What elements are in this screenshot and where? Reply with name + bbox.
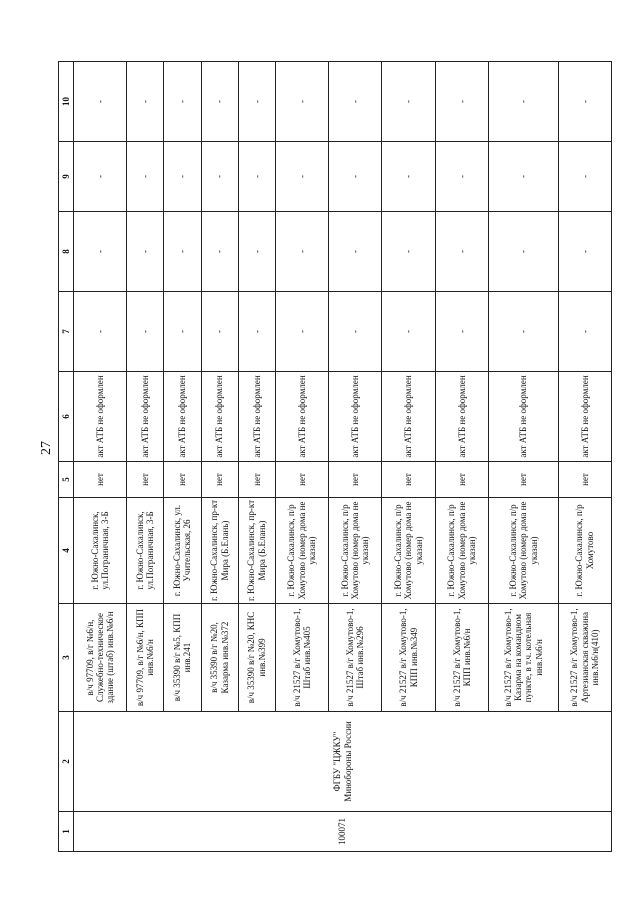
act-cell: акт АТБ не оформлен: [558, 372, 611, 462]
act-cell: акт АТБ не оформлен: [275, 372, 328, 462]
col-header-2: 2: [59, 712, 74, 812]
col7-cell: -: [74, 292, 127, 372]
object-cell: в/ч 21527 в/г Хомутово-1, Артезианская скважина инв.№6/н(410): [558, 604, 611, 712]
address-cell: г. Южно-Сахалинск, пр-кт Мира (Б.Елань): [201, 498, 238, 604]
col7-cell: -: [201, 292, 238, 372]
col8-cell: -: [164, 212, 201, 292]
address-cell: г. Южно-Сахалинск, ул.Пограничная, 3-Б: [127, 498, 164, 604]
col8-cell: -: [74, 212, 127, 292]
col10-cell: -: [201, 62, 238, 142]
col8-cell: -: [201, 212, 238, 292]
col-header-5: 5: [59, 462, 74, 498]
status-cell: нет: [74, 462, 127, 498]
status-cell: нет: [164, 462, 201, 498]
col9-cell: -: [164, 142, 201, 212]
col7-cell: -: [329, 292, 382, 372]
col9-cell: -: [435, 142, 488, 212]
status-cell: нет: [127, 462, 164, 498]
act-cell: акт АТБ не оформлен: [74, 372, 127, 462]
col8-cell: -: [275, 212, 328, 292]
object-cell: в/ч 21527 в/г Хомутово-1, Штаб инв.№405: [275, 604, 328, 712]
col8-cell: -: [435, 212, 488, 292]
rotated-table-wrapper: [58, 62, 612, 852]
address-cell: г. Южно-Сахалинск, ул. Учительская, 26: [164, 498, 201, 604]
col8-cell: -: [127, 212, 164, 292]
status-cell: нет: [275, 462, 328, 498]
address-cell: г. Южно-Сахалинск, п/р Хомутово (номер дома не указан): [275, 498, 328, 604]
col-header-9: 9: [59, 142, 74, 212]
org-name-cell: ФГБУ "ЦЖКУ" Минобороны России: [74, 712, 612, 812]
col7-cell: -: [382, 292, 435, 372]
col7-cell: -: [127, 292, 164, 372]
col10-cell: -: [74, 62, 127, 142]
status-cell: нет: [382, 462, 435, 498]
col9-cell: -: [382, 142, 435, 212]
col9-cell: -: [558, 142, 611, 212]
col-header-7: 7: [59, 292, 74, 372]
col-header-6: 6: [59, 372, 74, 462]
col8-cell: -: [382, 212, 435, 292]
col7-cell: -: [164, 292, 201, 372]
act-cell: акт АТБ не оформлен: [164, 372, 201, 462]
header-row: [59, 62, 74, 852]
col10-cell: -: [435, 62, 488, 142]
object-cell: в/ч 21527 в/г Хомутово-1, КПП инв.№6/н: [435, 604, 488, 712]
act-cell: акт АТБ не оформлен: [127, 372, 164, 462]
status-cell: нет: [435, 462, 488, 498]
status-cell: нет: [201, 462, 238, 498]
object-cell: в/ч 97709, в/г №6/н, Служебно-техническое здание (штаб) инв.№6/н: [74, 604, 127, 712]
object-cell: в/ч 21527 в/г Хомутово-1, Штаб инв.№296: [329, 604, 382, 712]
object-cell: в/ч 21527 в/г Хомутово-1, КПП инв.№349: [382, 604, 435, 712]
col7-cell: -: [558, 292, 611, 372]
col7-cell: -: [489, 292, 559, 372]
address-cell: г. Южно-Сахалинск, п/р Хомутово (номер дома не указан): [329, 498, 382, 604]
col-header-4: 4: [59, 498, 74, 604]
table-row: [74, 62, 127, 852]
col9-cell: -: [275, 142, 328, 212]
col8-cell: -: [489, 212, 559, 292]
object-cell: в/ч 21527 в/г Хомутово-1, Казарма на командном пункте, в т.ч. котельная инв.№6/н: [489, 604, 559, 712]
col9-cell: -: [489, 142, 559, 212]
address-cell: г. Южно-Сахалинск, п/р Хомутово: [558, 498, 611, 604]
col9-cell: -: [74, 142, 127, 212]
col9-cell: -: [238, 142, 275, 212]
col10-cell: -: [127, 62, 164, 142]
col7-cell: -: [435, 292, 488, 372]
act-cell: акт АТБ не оформлен: [329, 372, 382, 462]
status-cell: нет: [238, 462, 275, 498]
object-cell: в/ч 97709, в/г №6/н, КПП инв.№6/н: [127, 604, 164, 712]
page-number: 27: [39, 441, 54, 455]
address-cell: г. Южно-Сахалинск, п/р Хомутово (номер дома не указан): [489, 498, 559, 604]
act-cell: акт АТБ не оформлен: [489, 372, 559, 462]
col9-cell: -: [201, 142, 238, 212]
col8-cell: -: [558, 212, 611, 292]
col10-cell: -: [329, 62, 382, 142]
registry-table: [58, 61, 612, 852]
col10-cell: -: [382, 62, 435, 142]
col9-cell: -: [329, 142, 382, 212]
status-cell: нет: [489, 462, 559, 498]
status-cell: нет: [329, 462, 382, 498]
col9-cell: -: [127, 142, 164, 212]
object-cell: в/ч 35390 в/г №20, Казарма инв.№372: [201, 604, 238, 712]
col10-cell: -: [275, 62, 328, 142]
col10-cell: -: [489, 62, 559, 142]
col10-cell: -: [238, 62, 275, 142]
col10-cell: -: [164, 62, 201, 142]
col-header-8: 8: [59, 212, 74, 292]
col7-cell: -: [238, 292, 275, 372]
col8-cell: -: [238, 212, 275, 292]
act-cell: акт АТБ не оформлен: [435, 372, 488, 462]
status-cell: нет: [558, 462, 611, 498]
col8-cell: -: [329, 212, 382, 292]
col-header-3: 3: [59, 604, 74, 712]
act-cell: акт АТБ не оформлен: [238, 372, 275, 462]
col-header-1: 1: [59, 812, 74, 852]
col7-cell: -: [275, 292, 328, 372]
act-cell: акт АТБ не оформлен: [201, 372, 238, 462]
object-cell: в/ч 35390 в/г №20, КНС инв.№399: [238, 604, 275, 712]
group-id-cell: 100071: [74, 812, 612, 852]
address-cell: г. Южно-Сахалинск, п/р Хомутово (номер дома не указан): [435, 498, 488, 604]
col-header-10: 10: [59, 62, 74, 142]
col10-cell: -: [558, 62, 611, 142]
object-cell: в/ч 35390 в/г №5, КПП инв.241: [164, 604, 201, 712]
act-cell: акт АТБ не оформлен: [382, 372, 435, 462]
address-cell: г. Южно-Сахалинск, ул.Пограничная, 3-Б: [74, 498, 127, 604]
address-cell: г. Южно-Сахалинск, п/р Хомутово (номер дома не указан): [382, 498, 435, 604]
address-cell: г. Южно-Сахалинск, пр-кт Мира (Б.Елань): [238, 498, 275, 604]
